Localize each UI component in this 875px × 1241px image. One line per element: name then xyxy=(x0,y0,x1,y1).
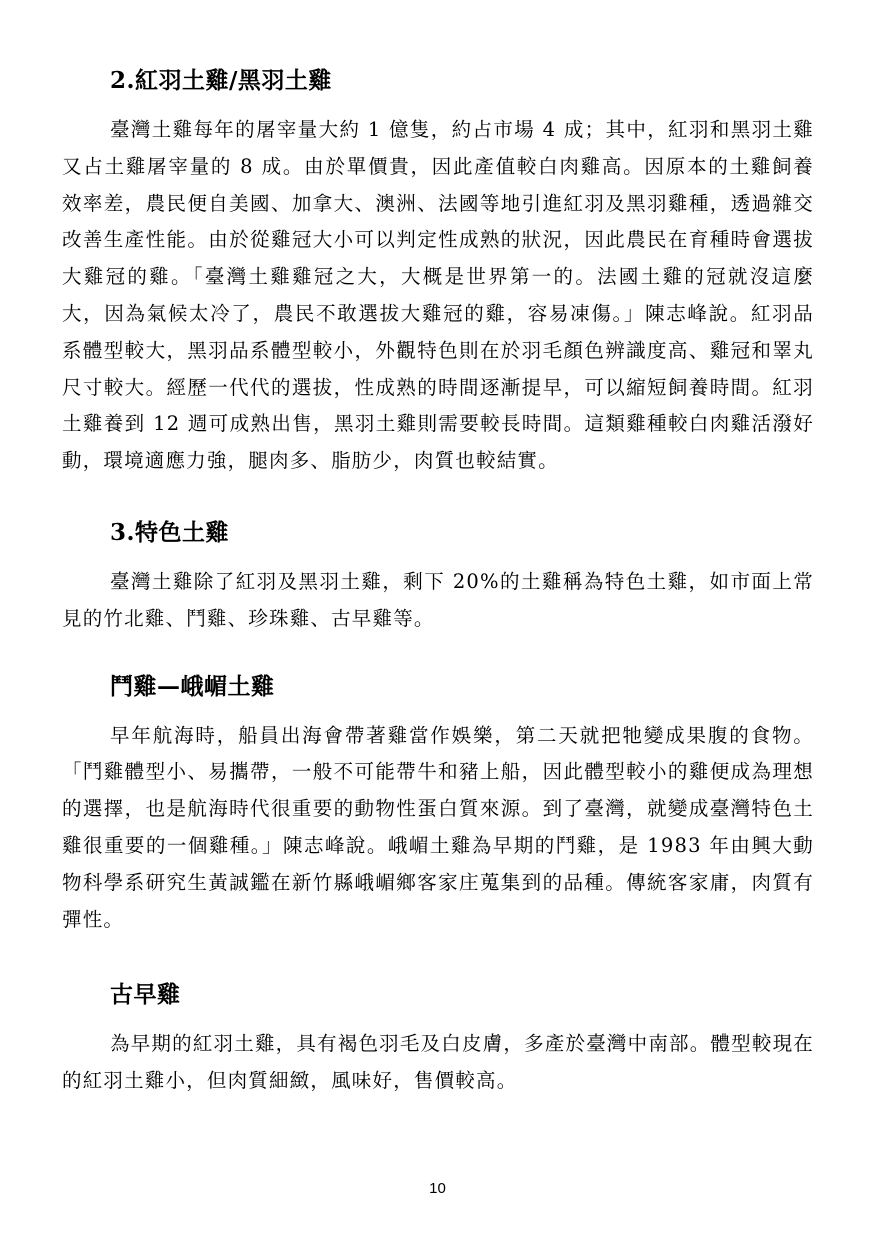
section-body-red-black-feather: 臺灣土雞每年的屠宰量大約 1 億隻，約占市場 4 成；其中，紅羽和黑羽土雞又占土雞屠宰量的 8 成。由於單價貴，因此產值較白肉雞高。因原本的土雞飼養效率差，農民便自美國、加拿大、澳洲、法國等地引進紅羽及黑羽雞種，透過雜交改善生產性能。由於從雞冠大小可以判定性成熟的狀況，因此農民在育種時會選拔大雞冠的雞。「臺灣土雞雞冠之大，大概是世界第一的。法國土雞的冠就沒這麼大，因為氣候太冷了，農民不敢選拔大雞冠的雞，容易凍傷。」陳志峰說。紅羽品系體型較大，黑羽品系體型較小，外觀特色則在於羽毛顏色辨識度高、雞冠和睪丸尺寸較大。經歷一代代的選拔，性成熟的時間逐漸提早，可以縮短飼養時間。紅羽土雞養到 12 週可成熟出售，黑羽土雞則需要較長時間。這類雞種較白肉雞活潑好動，環境適應力強，腿肉多、脂肪少，肉質也較結實。 xyxy=(62,118,814,473)
section-body-old-style-chicken: 為早期的紅羽土雞，具有褐色羽毛及白皮膚，多產於臺灣中南部。體型較現在的紅羽土雞小，但肉質細緻，風味好，售價較高。 xyxy=(62,1032,814,1093)
section-heading-specialty-chicken: 3.特色土雞 xyxy=(110,518,230,546)
section-body-specialty-chicken: 臺灣土雞除了紅羽及黑羽土雞，剩下 20%的土雞稱為特色土雞，如市面上常見的竹北雞、鬥雞、珍珠雞、古早雞等。 xyxy=(62,569,814,630)
page-number: 10 xyxy=(429,1180,446,1197)
section-body-gamecock: 早年航海時，船員出海會帶著雞當作娛樂，第二天就把牠變成果腹的食物。「鬥雞體型小、易攜帶，一般不可能帶牛和豬上船，因此體型較小的雞便成為理想的選擇，也是航海時代很重要的動物性蛋白質來源。到了臺灣，就變成臺灣特色土雞很重要的一個雞種。」陳志峰說。峨嵋土雞為早期的鬥雞，是 1983 年由興大動物科學系研究生黃誠鑑在新竹縣峨嵋鄉客家庄蒐集到的品種。傳統客家庸，肉質有彈性。 xyxy=(62,723,814,931)
page-content xyxy=(62,64,814,1100)
section-heading-red-black-feather: 2.紅羽土雞/黑羽土雞 xyxy=(110,67,332,94)
section-heading-old-style-chicken: 古早雞 xyxy=(110,981,181,1009)
section-heading-gamecock: 鬥雞—峨嵋土雞 xyxy=(110,672,275,700)
